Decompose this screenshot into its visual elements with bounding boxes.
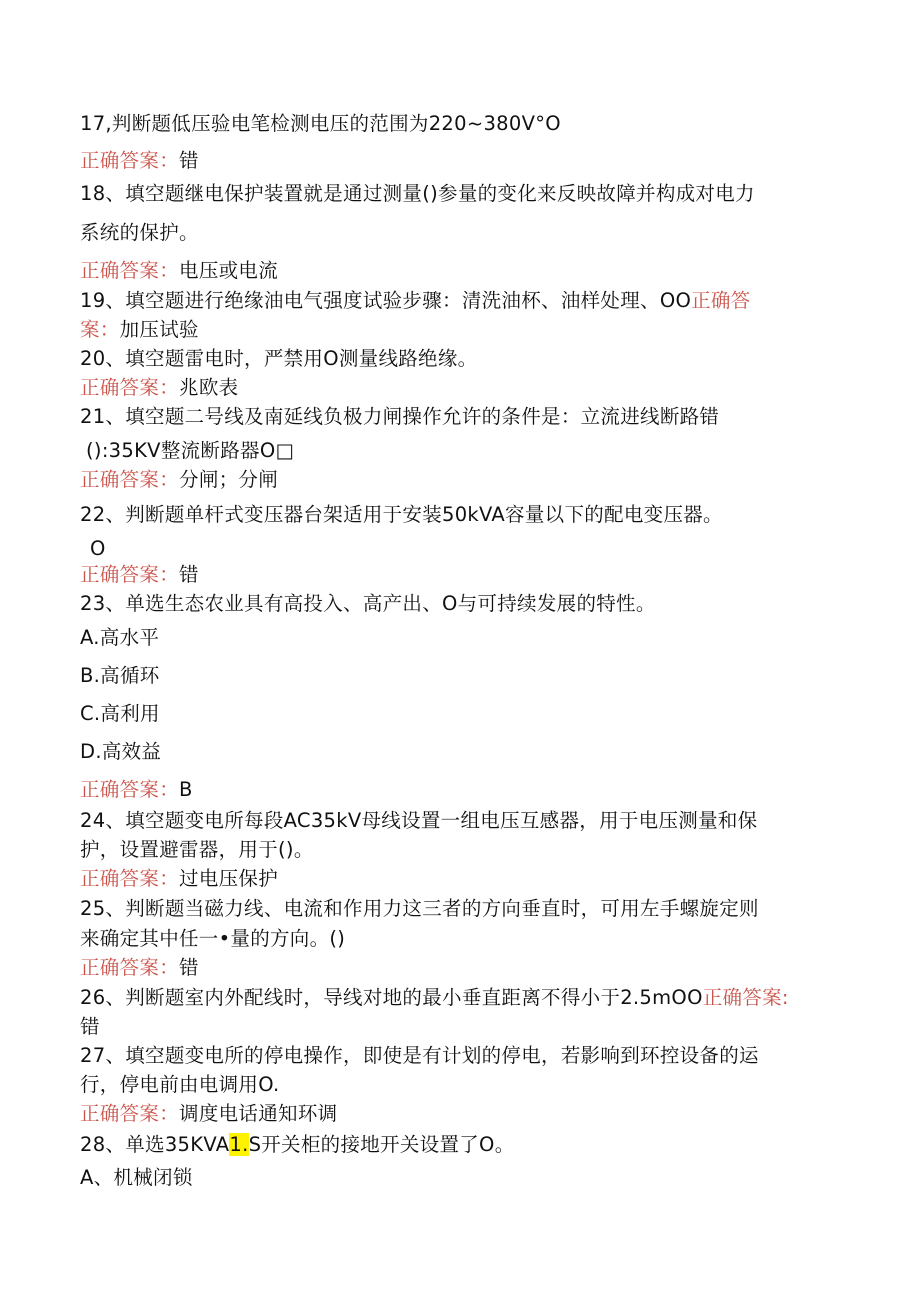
q23-text: 23、单选生态农业具有高投入、高产出、O与可持续发展的特性。 <box>80 592 656 615</box>
answer-label: 正确答案： <box>80 376 180 399</box>
q17-text: 17,判断题低压验电笔检测电压的范围为220~380V°O <box>80 112 561 135</box>
answer-label-cont: 案： <box>80 318 120 341</box>
q28-text-prefix: 28、单选35KVA <box>80 1133 230 1156</box>
answer-label: 正确答案： <box>80 259 180 282</box>
q23-answer <box>80 777 193 803</box>
q27-text-line1: 27、填空题变电所的停电操作，即使是有计划的停电，若影响到环控设备的运 <box>80 1044 759 1067</box>
answer-value: 兆欧表 <box>179 376 239 399</box>
answer-label: 正确答案： <box>80 1102 180 1125</box>
q28-highlight: 1. <box>229 1133 249 1156</box>
answer-value: 错 <box>179 956 199 979</box>
answer-value: 分闸；分闸 <box>179 468 279 491</box>
q19-question: 19、填空题进行绝缘油电气强度试验步骤：清洗油杯、油样处理、OO <box>80 289 692 312</box>
q25-text-line2: 来确定其中任一•量的方向。() <box>80 927 346 950</box>
q25-answer <box>80 955 199 981</box>
answer-label: 正确答案： <box>80 956 180 979</box>
q26-text-line1 <box>80 985 789 1011</box>
q25-text-line1: 25、判断题当磁力线、电流和作用力这三者的方向垂直时，可用左手螺旋定则 <box>80 897 759 920</box>
q27-text-line2: 行，停电前由电调用O. <box>80 1073 280 1096</box>
answer-value: 电压或电流 <box>179 259 279 282</box>
answer-label-inline: 正确答 <box>691 289 751 312</box>
answer-label-inline: 正确答案: <box>702 986 789 1009</box>
answer-value: 调度电话通知环调 <box>179 1102 338 1125</box>
q28-option-a: A、机械闭锁 <box>80 1166 193 1189</box>
q18-answer <box>80 258 278 284</box>
q19-text-line1 <box>80 288 751 314</box>
answer-value-prefix: 加 <box>119 318 140 341</box>
q21-text-line1: 21、填空题二号线及南延线负极力闸操作允许的条件是：立流进线断路错 <box>80 405 720 428</box>
answer-value: 错 <box>80 1015 100 1038</box>
q19-answer <box>80 317 199 343</box>
answer-value: B <box>179 778 193 801</box>
answer-label: 正确答案： <box>80 867 180 890</box>
q26-question: 26、判断题室内外配线时，导线对地的最小垂直距离不得小于2.5mOO <box>80 986 703 1009</box>
q23-option-c: C.高利用 <box>80 702 160 725</box>
q22-text-line1: 22、判断题单杆式变压器台架适用于安装50kVA容量以下的配电变压器。 <box>80 503 723 526</box>
q23-option-b: B.高循环 <box>80 664 160 687</box>
answer-value: 错 <box>179 563 199 586</box>
q18-text-line1: 18、填空题继电保护装置就是通过测量()参量的变化来反映故障并构成对电力 <box>80 182 755 205</box>
q26-answer <box>80 1014 100 1040</box>
q17-answer <box>80 148 199 174</box>
q24-text-line1: 24、填空题变电所每段AC35kV母线设置一组电压互感器，用于电压测量和保 <box>80 809 758 832</box>
q23-option-a: A.高水平 <box>80 626 160 649</box>
q20-text: 20、填空题雷电时，严禁用O测量线路绝缘。 <box>80 347 478 370</box>
q20-answer <box>80 375 238 401</box>
q23-option-d: D.高效益 <box>80 740 162 763</box>
answer-label: 正确答案： <box>80 563 180 586</box>
q22-answer <box>80 562 199 588</box>
q18-text-line2: 系统的保护。 <box>80 221 199 244</box>
answer-value: 错 <box>179 149 199 172</box>
q24-answer <box>80 866 278 892</box>
answer-label: 正确答案： <box>80 149 180 172</box>
q21-answer <box>80 467 278 493</box>
q28-text <box>80 1132 515 1158</box>
answer-value: 过电压保护 <box>179 867 279 890</box>
answer-value: 压试验 <box>139 318 199 341</box>
q28-text-rest: S开关柜的接地开关设置了O。 <box>248 1133 515 1156</box>
answer-label: 正确答案： <box>80 778 180 801</box>
q27-answer <box>80 1101 337 1127</box>
q22-text-line2: O <box>90 537 106 560</box>
q24-text-line2: 护，设置避雷器，用于()。 <box>80 838 314 861</box>
q21-text-line2: ():35KV整流断路器O□ <box>86 439 295 462</box>
answer-label: 正确答案： <box>80 468 180 491</box>
